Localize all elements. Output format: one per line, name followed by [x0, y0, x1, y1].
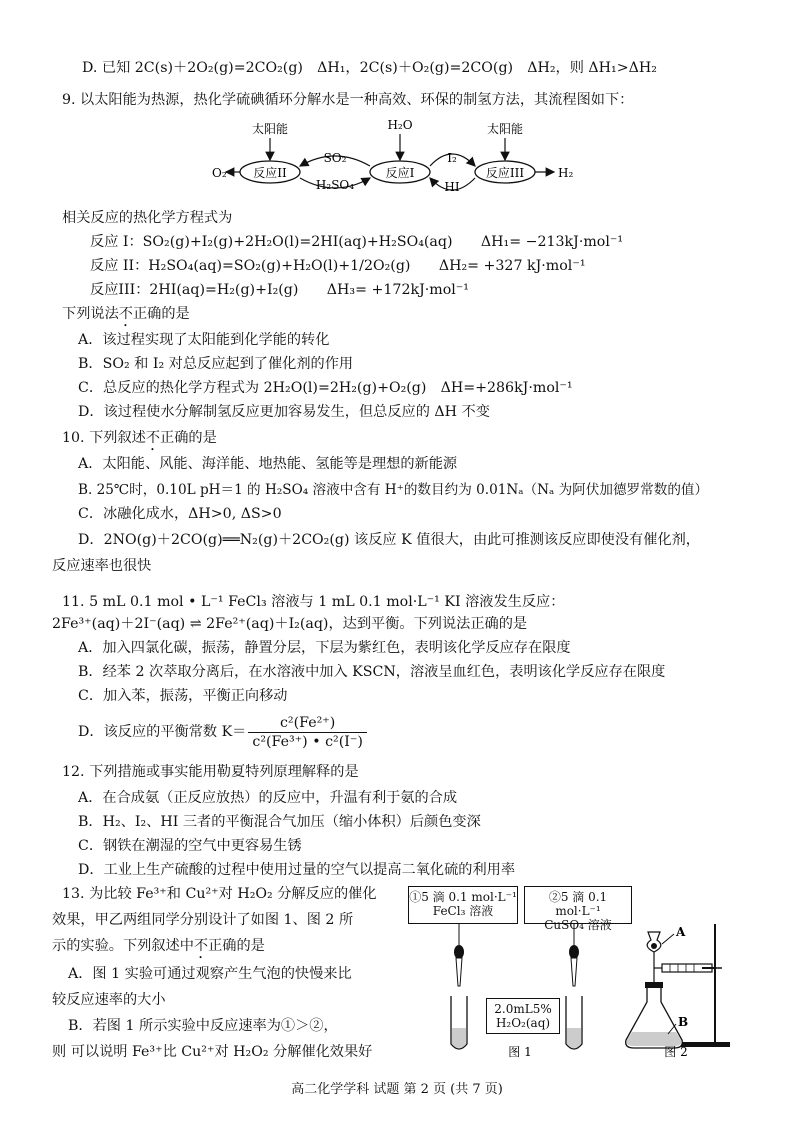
q10-stem-emphasis: 不 [145, 430, 161, 446]
fraction-denominator: c²(Fe³⁺) • c²(I⁻) [252, 733, 363, 750]
q12-option-b: B．H₂、I₂、HI 三者的平衡混合气加压（缩小体积）后颜色变深 [78, 814, 481, 830]
oxygen-label: O₂ [212, 166, 227, 180]
figure-2-caption: 图 2 [664, 1045, 688, 1059]
q13-line-3-c: 正确的是 [208, 938, 265, 954]
q11-stem: 11. 5 mL 0.1 mol • L⁻¹ FeCl₃ 溶液与 1 mL 0.1 mol·L⁻¹ KI 溶液发生反应： [62, 594, 565, 610]
test-tube-2 [566, 996, 582, 1049]
q9-equation-3: 反应III：2HI(aq)=H₂(g)+I₂(g) ΔH₃= +172kJ·mol⁻¹ [90, 282, 469, 298]
reaction-1-label: 反应I [385, 166, 415, 180]
cuso4-box-line-2: CuSO₄ 溶液 [544, 918, 612, 932]
q12-stem: 12. 下列措施或事实能用勒夏特列原理解释的是 [62, 764, 359, 780]
h2so4-label: H₂SO₄ [315, 178, 355, 192]
q9-equation-1: 反应 I：SO₂(g)+I₂(g)+2H₂O(l)=2HI(aq)+H₂SO₄(aq) ΔH₁= −213kJ·mol⁻¹ [90, 234, 624, 250]
figure-1-caption: 图 1 [508, 1045, 532, 1059]
dropper-2 [569, 924, 579, 986]
q13-emphasis: 不 [193, 938, 209, 954]
label-b: B [678, 1015, 689, 1029]
fecl3-box-line-1: ①5 滴 0.1 mol·L⁻¹ [409, 890, 517, 904]
q9-question [62, 304, 190, 330]
q9-option-d: D．该过程使水分解制氢反应更加容易发生，但总反应的 ΔH 不变 [78, 404, 490, 420]
q10-stem [62, 428, 217, 454]
fecl3-reagent-box [408, 886, 518, 924]
q10-option-b: B. 25℃时，0.10L pH＝1 的 H₂SO₄ 溶液中含有 H⁺的数目约为 0.01Nₐ（Nₐ 为阿伏加德罗常数的值） [78, 482, 709, 498]
water-label: H₂O [387, 118, 413, 132]
q13-line-1: 13. 为比较 Fe³⁺和 Cu²⁺对 H₂O₂ 分解反应的催化 [62, 886, 377, 902]
fecl3-box-line-2: FeCl₃ 溶液 [432, 904, 494, 918]
q11-option-d [78, 712, 367, 752]
q12-option-c: C．钢铁在潮湿的空气中更容易生锈 [78, 838, 302, 854]
q8-option-d: D. 已知 2C(s)＋2O₂(g)=2CO₂(g) ΔH₁，2C(s)＋O₂(g)=2CO(g) ΔH₂，则 ΔH₁>ΔH₂ [82, 60, 657, 76]
solar-label-1: 太阳能 [251, 122, 289, 136]
reaction-2-label: 反应II [253, 166, 287, 180]
q13-option-b-cont: 则 可以说明 Fe³⁺比 Cu²⁺对 H₂O₂ 分解催化效果好 [52, 1044, 373, 1060]
h2o2-box-line-1: 2.0mL5% [494, 1002, 552, 1016]
q13-option-a: A．图 1 实验可通过观察产生气泡的快慢来比 [68, 966, 352, 982]
q9-intro: 相关反应的热化学方程式为 [62, 210, 233, 226]
solar-label-2: 太阳能 [486, 122, 524, 136]
q10-option-d: D．2NO(g)＋2CO(g)══N₂(g)＋2CO₂(g) 该反应 K 值很大，由此可推测该反应即使没有催化剂， [78, 532, 700, 548]
q10-stem-a: 10. 下列叙述 [62, 430, 146, 446]
q10-stem-c: 正确的是 [160, 430, 217, 446]
q13-apparatus-figure [440, 924, 740, 1064]
q11-option-b: B．经苯 2 次萃取分离后，在水溶液中加入 KSCN，溶液呈血红色，表明该化学反应存在限度 [78, 664, 666, 680]
q13-line-2: 效果，甲乙两组同学分别设计了如图 1、图 2 所 [52, 912, 354, 928]
h2o2-box-line-2: H₂O₂(aq) [495, 1016, 551, 1030]
q9-question-a: 下列说法 [62, 306, 119, 322]
q9-equation-2: 反应 II：H₂SO₄(aq)=SO₂(g)+H₂O(l)+1/2O₂(g) ΔH₂= +327 kJ·mol⁻¹ [90, 258, 586, 274]
q9-option-a: A．该过程实现了太阳能到化学能的转化 [78, 332, 330, 348]
reaction-3-label: 反应III [485, 166, 525, 180]
q9-flow-diagram [212, 112, 590, 202]
so2-label: SO₂ [323, 151, 347, 165]
q13-option-a-cont: 较反应速率的大小 [52, 992, 166, 1008]
q11-option-c: C．加入苯，振荡，平衡正向移动 [78, 688, 288, 704]
q13-line-3 [52, 936, 265, 962]
q9-question-emphasis: 不 [118, 306, 133, 322]
cuso4-box-line-1: ②5 滴 0.1 mol·L⁻¹ [548, 890, 608, 918]
q12-option-d: D．工业上生产硫酸的过程中使用过量的空气以提高二氧化硫的利用率 [78, 862, 516, 878]
q11-option-d-prefix: D．该反应的平衡常数 K＝ [78, 724, 247, 740]
fraction-numerator: c²(Fe²⁺) [248, 714, 367, 733]
q9-stem: 9. 以太阳能为热源，热化学硫碘循环分解水是一种高效、环保的制氢方法，其流程图如下： [62, 92, 634, 108]
q10-option-a: A．太阳能、风能、海洋能、地热能、氢能等是理想的新能源 [78, 456, 458, 472]
page-footer: 高二化学学科 试题 第 2 页 (共 7 页) [291, 1082, 503, 1097]
q13-line-3-a: 示的实验。下列叙述中 [52, 938, 194, 954]
q10-option-c: C．冰融化成水，ΔH>0, ΔS>0 [78, 506, 282, 522]
i2-label: I₂ [447, 151, 457, 165]
label-a: A [676, 925, 686, 939]
q9-option-b: B．SO₂ 和 I₂ 对总反应起到了催化剂的作用 [78, 356, 354, 372]
hi-label: HI [444, 180, 460, 194]
test-tube-1 [451, 996, 467, 1049]
q10-option-d-cont: 反应速率也很快 [52, 558, 152, 574]
q9-question-c: 正确的是 [132, 306, 190, 322]
cuso4-reagent-box [524, 886, 632, 932]
q9-option-c: C．总反应的热化学方程式为 2H₂O(l)=2H₂(g)+O₂(g) ΔH=+286kJ·mol⁻¹ [78, 380, 573, 396]
q12-option-a: A．在合成氨（正反应放热）的反应中，升温有利于氨的合成 [78, 790, 458, 806]
q11-equation: 2Fe³⁺(aq)＋2I⁻(aq) ⇌ 2Fe²⁺(aq)＋I₂(aq)，达到平衡。下列说法正确的是 [52, 616, 528, 632]
dropper-1 [454, 924, 464, 986]
q11-option-a: A．加入四氯化碳，振荡，静置分层，下层为紫红色，表明该化学反应存在限度 [78, 640, 571, 656]
hydrogen-label: H₂ [558, 166, 574, 180]
equilibrium-constant-fraction [248, 714, 367, 751]
conical-flask [626, 982, 683, 1048]
q13-option-b: B．若图 1 所示实验中反应速率为①＞②， [68, 1018, 338, 1034]
